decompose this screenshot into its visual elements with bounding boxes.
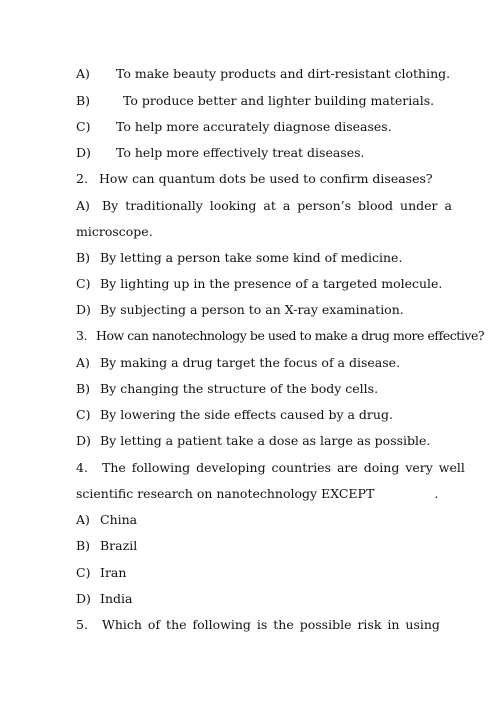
q2-option-d — [76, 302, 426, 318]
question-period: . — [434, 486, 439, 501]
option-label: C) — [76, 276, 91, 291]
option-text: By letting a person take some kind of medicine. — [100, 250, 403, 265]
question-number: 5. — [76, 617, 88, 632]
option-text: To produce better and lighter building materials. — [123, 93, 435, 108]
question-number: 3. — [76, 328, 88, 343]
option-label: A) — [76, 512, 90, 527]
option-text: By changing the structure of the body cells. — [100, 381, 379, 396]
question-text: The following developing countries are doing very well — [102, 460, 465, 475]
q4-option-a — [76, 512, 426, 528]
option-text: Iran — [100, 565, 127, 580]
option-label: D) — [76, 302, 91, 317]
q3-question — [76, 328, 485, 344]
q1-option-a — [76, 66, 451, 82]
question-text: How can nanotechnology be used to make a drug more effective? — [96, 328, 485, 343]
q4-option-c — [76, 565, 426, 581]
option-label: D) — [76, 433, 91, 448]
q4-option-d — [76, 591, 426, 607]
q1-option-d — [76, 145, 426, 161]
option-label: B) — [76, 538, 91, 553]
option-text: By letting a patient take a dose as large as possible. — [100, 433, 431, 448]
question-text-continued: scientific research on nanotechnology EXCEPT — [76, 486, 375, 501]
question-number: 2. — [76, 171, 88, 186]
q2-option-a-continued — [76, 224, 426, 240]
q2-option-b — [76, 250, 426, 266]
option-label: A) — [76, 198, 90, 213]
q2-option-c — [76, 276, 443, 292]
question-text: Which of the following is the possible risk in using — [102, 617, 440, 632]
option-text-continued: microscope. — [76, 224, 153, 239]
question-text: How can quantum dots be used to confirm diseases? — [99, 171, 433, 186]
q3-option-d — [76, 433, 431, 449]
option-text: By lighting up in the presence of a targeted molecule. — [100, 276, 443, 291]
option-text: By making a drug target the focus of a disease. — [100, 355, 401, 370]
q3-option-b — [76, 381, 426, 397]
option-text: India — [100, 591, 133, 606]
option-label: A) — [76, 355, 90, 370]
option-text: To help more effectively treat diseases. — [116, 145, 365, 160]
option-label: C) — [76, 119, 91, 134]
q4-option-b — [76, 538, 426, 554]
option-text: Brazil — [100, 538, 138, 553]
option-label: A) — [76, 66, 90, 81]
option-text: By traditionally looking at a person’s blood under a — [102, 198, 452, 213]
option-label: C) — [76, 565, 91, 580]
option-text: China — [100, 512, 138, 527]
option-text: By subjecting a person to an X-ray examination. — [100, 302, 404, 317]
option-label: B) — [76, 250, 91, 265]
option-label: C) — [76, 407, 91, 422]
q2-question — [76, 171, 433, 187]
q4-question-line-1 — [76, 460, 465, 476]
q2-option-a — [76, 198, 452, 214]
option-label: B) — [76, 381, 91, 396]
option-text: To help more accurately diagnose diseases. — [116, 119, 392, 134]
q1-option-b — [76, 93, 435, 109]
q4-question-line-2 — [76, 486, 439, 502]
option-label: B) — [76, 93, 91, 108]
q3-option-c — [76, 407, 426, 423]
option-text: By lowering the side effects caused by a drug. — [100, 407, 393, 422]
option-label: D) — [76, 591, 91, 606]
q1-option-c — [76, 119, 426, 135]
option-text: To make beauty products and dirt-resistant clothing. — [116, 66, 451, 81]
q5-question-line-1 — [76, 617, 440, 633]
option-label: D) — [76, 145, 91, 160]
q3-option-a — [76, 355, 426, 371]
question-number: 4. — [76, 460, 88, 475]
